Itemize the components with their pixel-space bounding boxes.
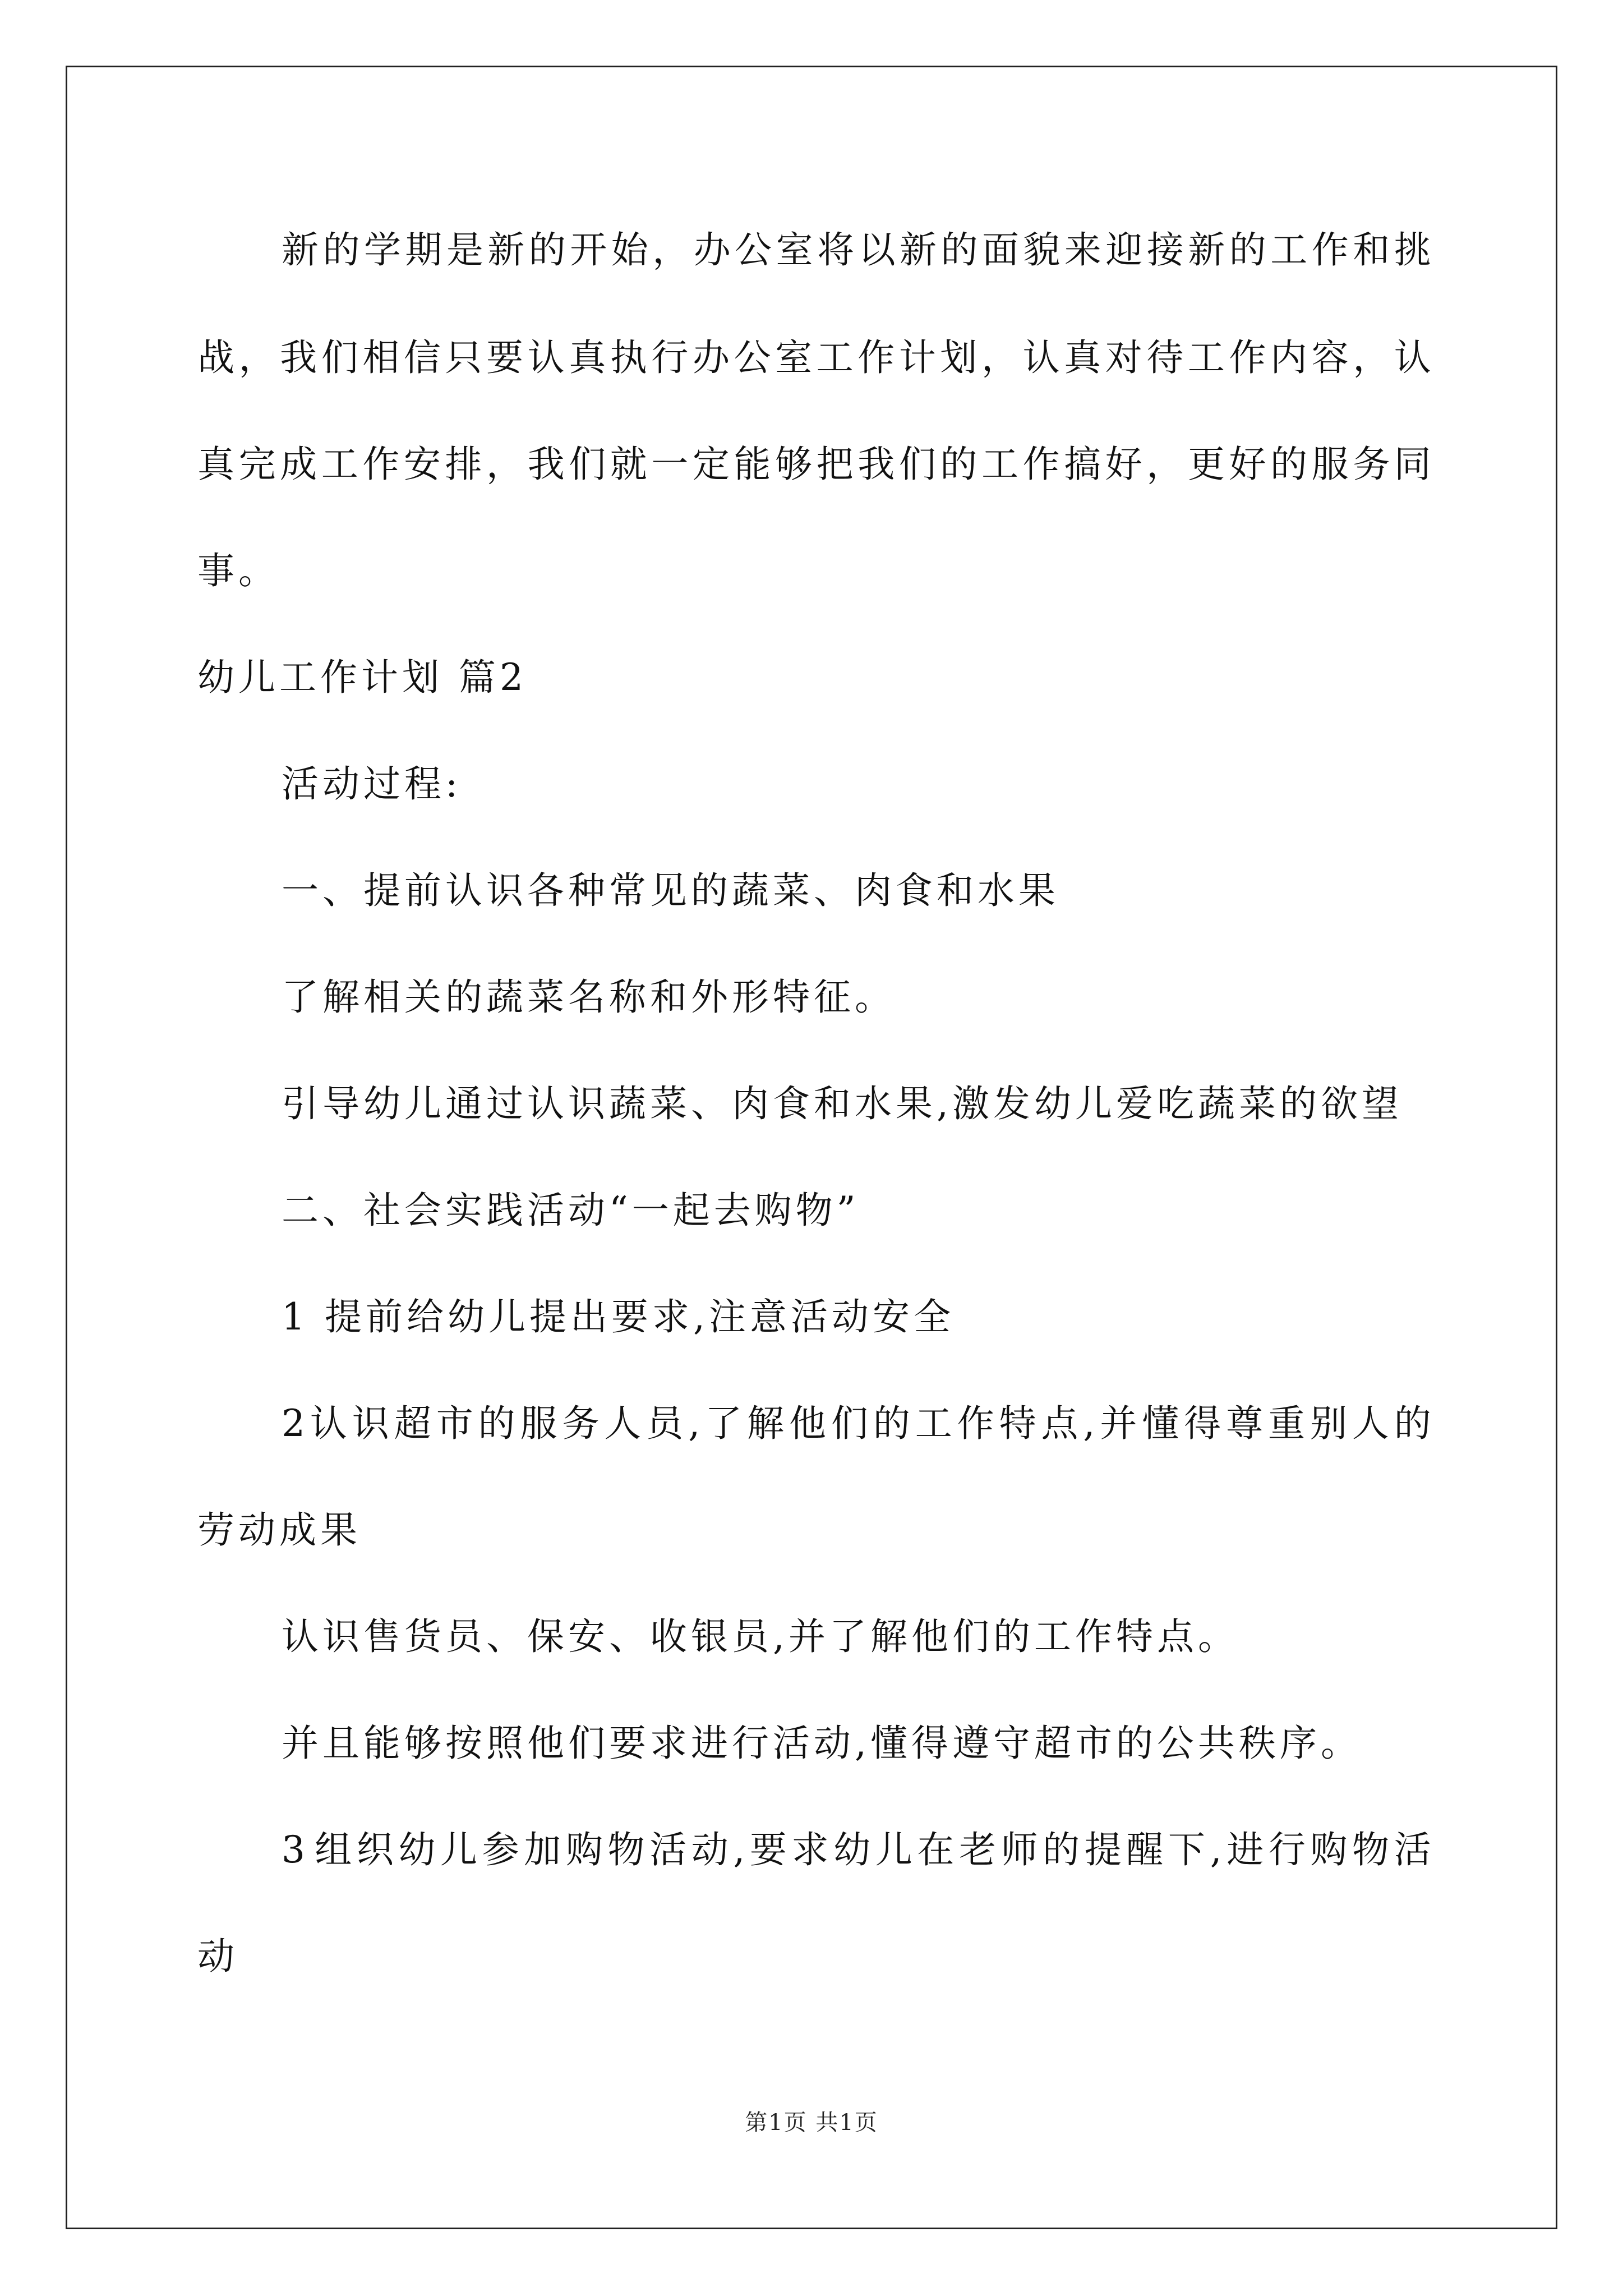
paragraph-line: 一、提前认识各种常见的蔬菜、肉食和水果 bbox=[282, 869, 1059, 912]
paragraph-line: 2 认 识 超 市 的 服 务 人 员 , 了 解 他 们 的 工 作 特 点 , 并 懂 得 尊 重 别 人 的 bbox=[282, 1402, 1431, 1445]
paragraph-line: 了解相关的蔬菜名称和外形特征。 bbox=[282, 976, 896, 1019]
paragraph-line: 引导幼儿通过认识蔬菜、肉食和水果,激发幼儿爱吃蔬菜的欲望 bbox=[282, 1082, 1403, 1125]
paragraph-line: 认识售货员、保安、收银员,并了解他们的工作特点。 bbox=[282, 1615, 1239, 1658]
paragraph-line: 1 提前给幼儿提出要求,注意活动安全 bbox=[282, 1295, 955, 1338]
paragraph-line: 劳动成果 bbox=[197, 1508, 361, 1552]
paragraph-line: 动 bbox=[197, 1935, 238, 1978]
paragraph-line: 战 ， 我 们 相 信 只 要 认 真 执 行 办 公 室 工 作 计 划 ， 认 真 对 待 工 作 内 容 ， 认 bbox=[197, 336, 1431, 379]
paragraph-line: 新 的 学 期 是 新 的 开 始 ， 办 公 室 将 以 新 的 面 貌 来 迎 接 新 的 工 作 和 挑 bbox=[282, 228, 1431, 272]
paragraph-line: 3 组 织 幼 儿 参 加 购 物 活 动 , 要 求 幼 儿 在 老 师 的 提 醒 下 , 进 行 购 物 活 bbox=[282, 1828, 1431, 1871]
page-border bbox=[66, 66, 1557, 2229]
page-number: 第1页 共1页 bbox=[745, 2110, 878, 2136]
paragraph-line: 真 完 成 工 作 安 排 ， 我 们 就 一 定 能 够 把 我 们 的 工 作 搞 好 ， 更 好 的 服 务 同 bbox=[197, 443, 1431, 486]
paragraph-line: 二、社会实践活动“一起去购物” bbox=[282, 1189, 860, 1232]
paragraph-line: 事。 bbox=[197, 549, 279, 592]
paragraph-line: 活动过程: bbox=[282, 762, 462, 806]
section-heading: 幼儿工作计划 篇2 bbox=[197, 656, 527, 699]
paragraph-line: 并且能够按照他们要求进行活动,懂得遵守超市的公共秩序。 bbox=[282, 1722, 1362, 1765]
